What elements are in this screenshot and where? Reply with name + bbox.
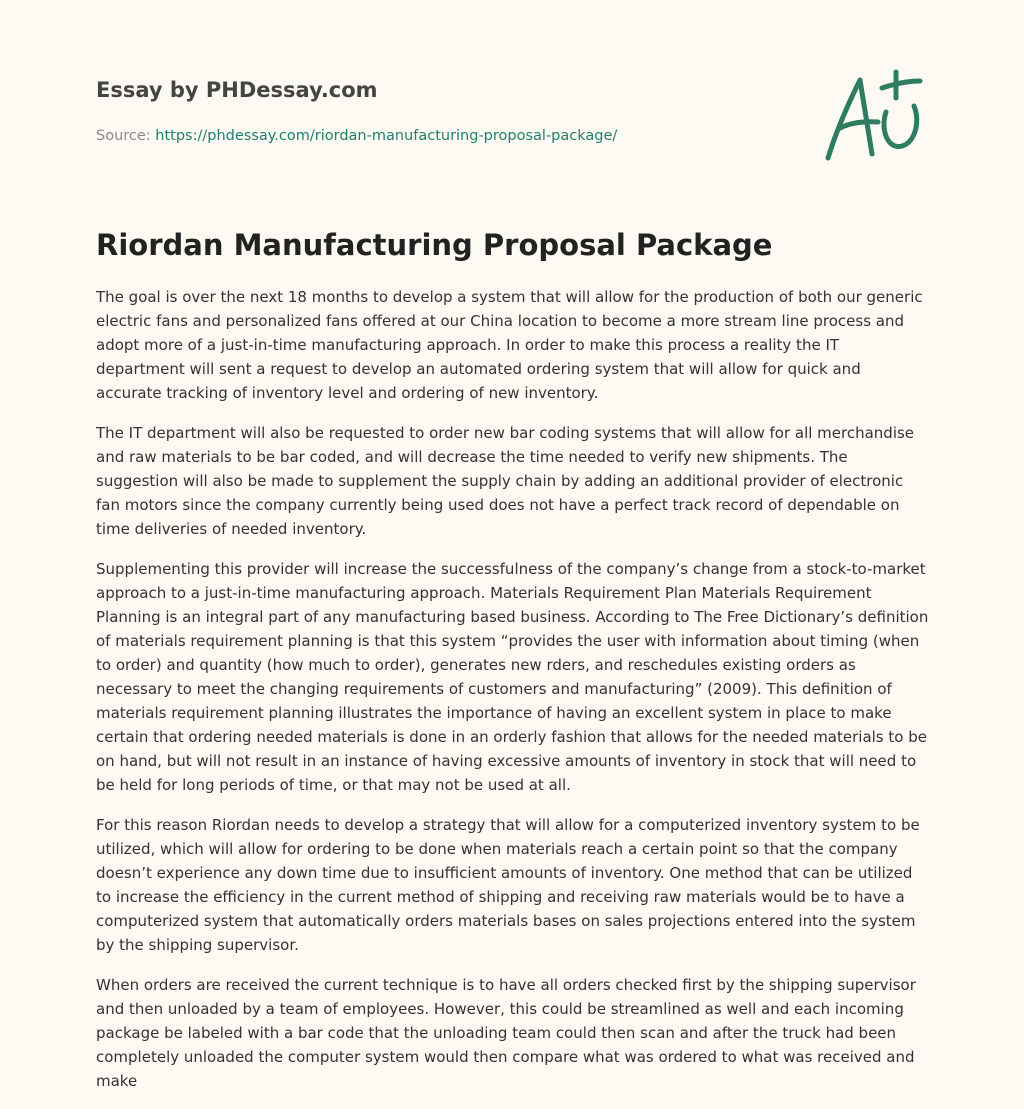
source-link[interactable]: https://phdessay.com/riordan-manufacturing-proposal-package/ [155,128,618,144]
essay-paragraph: Supplementing this provider will increase the successfulness of the company’s change from a stock-to-market approach to a just-in-time manufacturing approach. Materials Requirement Plan Materials Requirement Planning is an integral part of any manufacturing based business. According to The Free Dictionary’s definition of materials requirement planning is that this system “provides the user with information about timing (when to order) and quantity (how much to order), generates new rders, and reschedules existing orders as necessary to meet the changing requirements of customers and manufacturing” (2009). This definition of materials requirement planning illustrates the importance of having an excellent system in place to make certain that ordering needed materials is done in an orderly fashion that allows for the needed materials to be on hand, but will not result in an instance of having excessive amounts of inventory in stock that will need to be held for long periods of time, or that may not be used at all. [96,560,929,794]
essay-body [96,285,930,1109]
essay-paragraph: The IT department will also be requested to order new bar coding systems that will allow for all merchandise and raw materials to be bar coded, and will decrease the time needed to verify new shipments. The suggestion will also be made to supplement the supply chain by adding an additional provider of electronic fan motors since the company currently being used does not have a perfect track record of dependable on time deliveries of needed inventory. [96,424,915,538]
site-brand: Essay by PHDessay.com [96,78,378,102]
source-label: Source: [96,128,156,144]
a-plus-logo-icon [820,66,930,166]
essay-paragraph: The goal is over the next 18 months to develop a system that will allow for the production of both our generic electric fans and personalized fans offered at our China location to become a more stream line process and adopt more of a just-in-time manufacturing approach. In order to make this process a reality the IT department will sent a request to develop an automated ordering system that will allow for quick and accurate tracking of inventory level and ordering of new inventory. [96,288,923,402]
essay-paragraph: For this reason Riordan needs to develop a strategy that will allow for a computerized inventory system to be utilized, which will allow for ordering to be done when materials reach a certain point so that the company doesn’t experience any down time due to insufficient amounts of inventory. One method that can be utilized to increase the efficiency in the current method of shipping and receiving raw materials would be to have a computerized system that automatically orders materials bases on sales projections entered into the system by the shipping supervisor. [96,816,920,954]
essay-paragraph: When orders are received the current technique is to have all orders checked first by the shipping supervisor and then unloaded by a team of employees. However, this could be streamlined as well and each incoming package be labeled with a bar code that the unloading team could then scan and after the truck had been completely unloaded the computer system would then compare what was ordered to what was received and make [96,976,916,1090]
essay-header [96,76,796,146]
source-line [96,126,796,146]
essay-title: Riordan Manufacturing Proposal Package [96,228,773,262]
